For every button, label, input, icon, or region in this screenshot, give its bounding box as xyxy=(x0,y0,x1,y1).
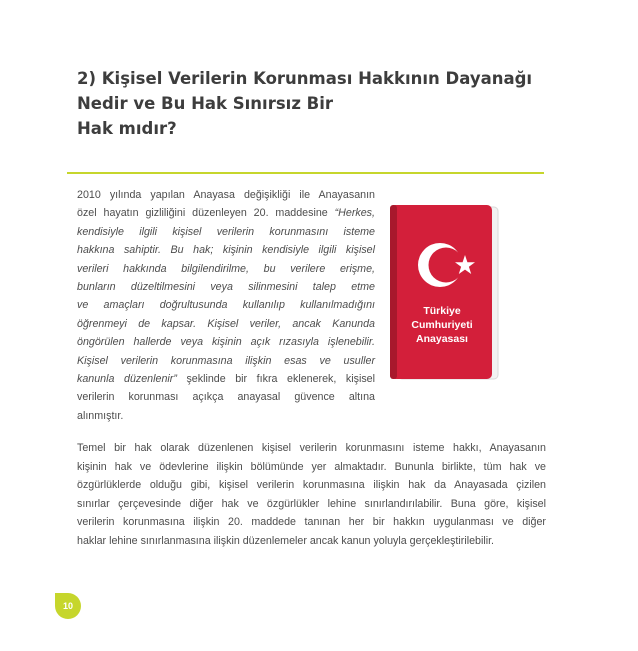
italic-quote-text: kendisiyle ilgili kişisel verilerin korunmasını isteme xyxy=(77,225,375,238)
book-title-line: Cumhuriyeti xyxy=(411,319,473,331)
heading-line: Nedir ve Bu Hak Sınırsız Bir xyxy=(77,94,334,113)
intro-line xyxy=(77,241,375,259)
page-number-badge: 10 xyxy=(55,593,81,619)
book-title-line: Anayasası xyxy=(416,333,468,345)
italic-quote-text: öğrenmeyi de kapsar. Kişisel veriler, ancak Kanunda xyxy=(77,317,375,330)
text-run: 2010 yılında yapılan Anayasa değişikliği ile Anayasanın xyxy=(77,189,375,201)
italic-quote-text: öngörülen hallerde veya kişinin açık rızasıyla işlenebilir. xyxy=(77,336,375,349)
body-line: özgürlüklerde olduğu gibi, kişisel verilerin korunmasına ilişkin hak da Anayasada çizilen xyxy=(77,479,546,492)
intro-line xyxy=(77,204,375,222)
intro-line xyxy=(77,278,375,296)
intro-line xyxy=(77,296,375,314)
text-run: şeklinde bir fıkra eklenerek, kişisel xyxy=(176,373,376,386)
text-run: verilerin korunması açıkça anayasal güvence altına xyxy=(77,391,375,404)
italic-quote-text: hakkına sahiptir. Bu hak; kişinin kendisiyle ilgili kişisel xyxy=(77,244,375,257)
italic-quote-text: Kişisel verilerin korunmasına ilişkin esas ve usuller xyxy=(77,354,375,367)
intro-line xyxy=(77,260,375,278)
body-line: sınırlar çerçevesinde diğer hak ve özgürlükler lehine sınırlandırılabilir. Buna göre, kişisel xyxy=(77,497,546,510)
book-title-line: Türkiye xyxy=(423,305,461,317)
body-line: Temel bir hak olarak düzenlenen kişisel verilerin korunmasını isteme hakkı, Anayasanın xyxy=(77,442,546,454)
italic-quote-text: ve amaçları doğrultusunda kullanılıp kullanılmadığını xyxy=(77,299,375,312)
book-spine xyxy=(390,205,397,379)
italic-quote-text: “Herkes, xyxy=(334,207,375,220)
intro-line xyxy=(77,352,375,370)
intro-line xyxy=(77,370,375,388)
section-heading xyxy=(77,66,547,141)
crescent-inner xyxy=(429,248,464,283)
intro-paragraph xyxy=(77,186,375,425)
italic-quote-text: kanunla düzenlenir” xyxy=(77,373,177,386)
book-cover xyxy=(390,205,492,379)
text-run: alınmıştır. xyxy=(77,409,124,422)
heading-line: Hak mıdır? xyxy=(77,119,177,138)
text-run: özel hayatın gizliliğini düzenleyen 20. maddesine xyxy=(77,207,335,220)
body-line: verilerin korunmasına ilişkin 20. maddede tanınan her bir hakkın uygulanması ve diğer xyxy=(77,516,546,529)
body-line: haklar lehine sınırlanmasına ilişkin düzenlemeler ancak kanun yoluyla gerçekleştirilebilir. xyxy=(77,534,495,547)
heading-divider xyxy=(67,172,544,174)
intro-line xyxy=(77,407,375,425)
constitution-book-image xyxy=(388,203,500,381)
italic-quote-text: verileri hakkında bilgilendirilme, bu verilere erişme, xyxy=(77,262,375,275)
heading-line: 2) Kişisel Verilerin Korunması Hakkının Dayanağı xyxy=(77,69,533,88)
intro-line xyxy=(77,186,375,204)
intro-line xyxy=(77,223,375,241)
intro-line xyxy=(77,388,375,406)
body-paragraph xyxy=(77,439,546,551)
body-line: kişinin hak ve ödevlerine ilişkin bölümünde yer almaktadır. Bununla birlikte, tüm hak ve xyxy=(77,460,546,473)
intro-line xyxy=(77,315,375,333)
italic-quote-text: bunların düzeltilmesini veya silinmesini talep etme xyxy=(77,281,375,294)
intro-line xyxy=(77,333,375,351)
